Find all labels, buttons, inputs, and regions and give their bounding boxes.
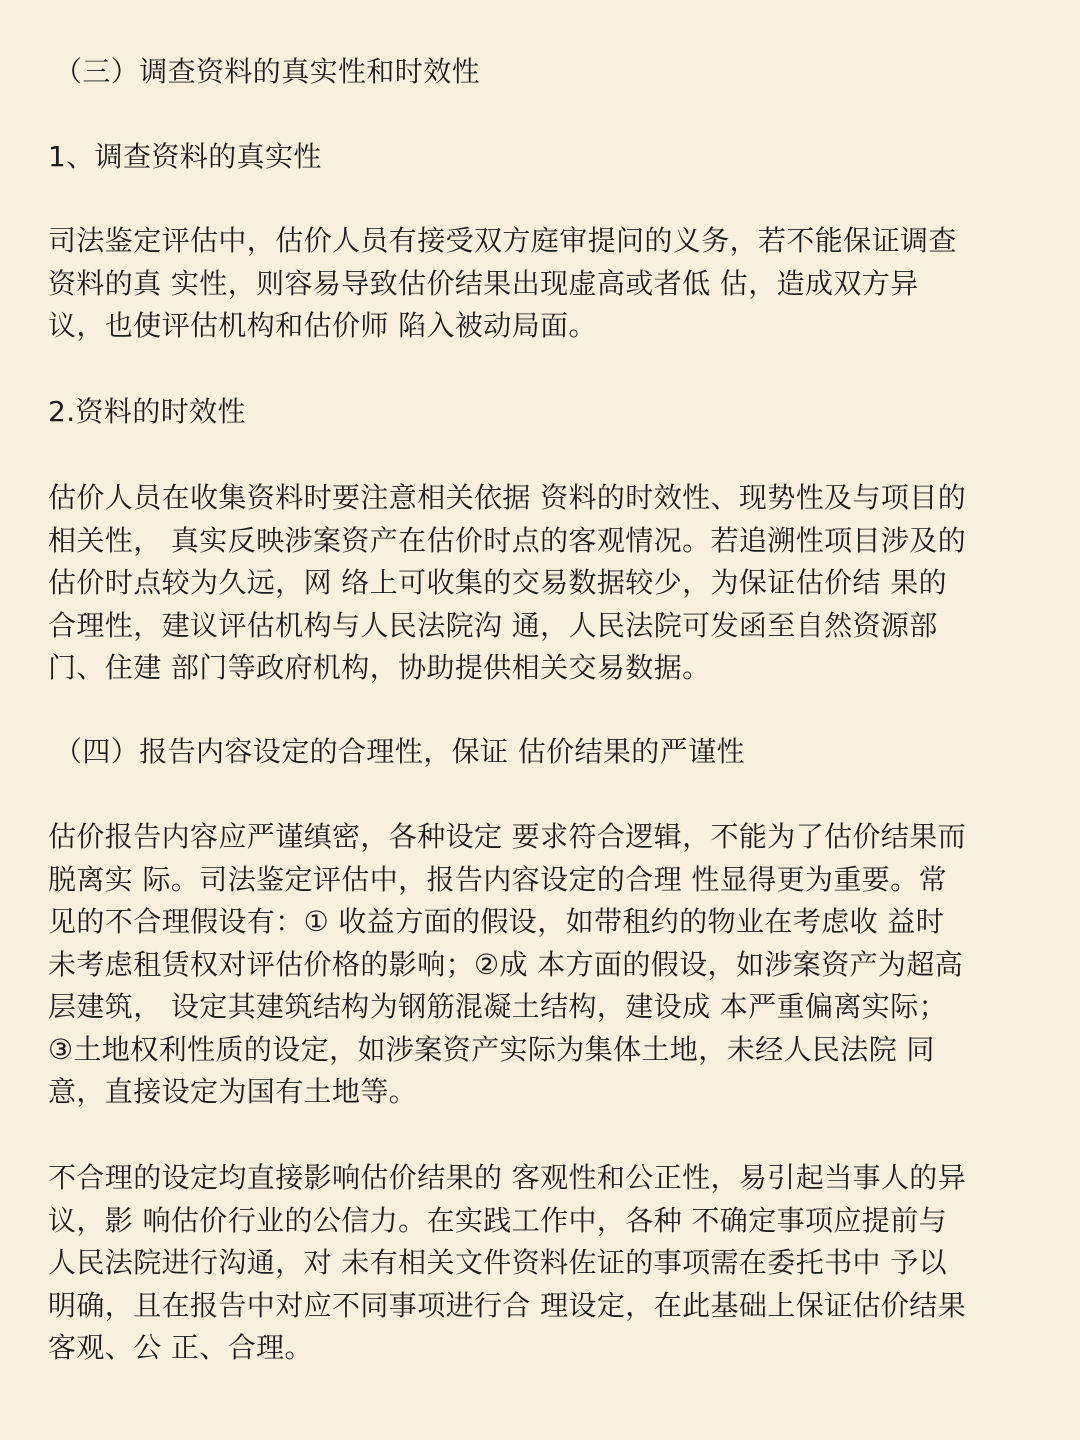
paragraph-line: 见的不合理假设有：① 收益方面的假设，如带租约的物业在考虑收 益时 [48, 905, 945, 938]
paragraph-line: 门、住建 部门等政府机构，协助提供相关交易数据。 [48, 651, 711, 684]
paragraph-line: 意，直接设定为国有土地等。 [48, 1075, 418, 1108]
paragraph-line: 估价报告内容应严谨缜密，各种设定 要求符合逻辑，不能为了估价结果而 [48, 820, 967, 853]
paragraph-line: 脱离实 际。司法鉴定评估中，报告内容设定的合理 性显得更为重要。常 [48, 862, 948, 896]
paragraph-line: 客观、公 正、合理。 [48, 1331, 313, 1364]
paragraph-line: 估价时点较为久远，网 络上可收集的交易数据较少，为保证估价结 果的 [48, 566, 948, 599]
subheading-authenticity: 1、调查资料的真实性 [48, 140, 322, 173]
paragraph-line: 议，也使评估机构和估价师 陷入被动局面。 [48, 309, 597, 342]
paragraph-line: 未考虑租赁权对评估价格的影响；②成 本方面的假设，如涉案资产为超高 [48, 947, 964, 981]
paragraph-line: 司法鉴定评估中，估价人员有接受双方庭审提问的义务，若不能保证调查 [48, 224, 957, 257]
paragraph-line: 人民法院进行沟通，对 未有相关文件资料佐证的事项需在委托书中 予以 [48, 1246, 948, 1279]
section-heading-three: （三）调查资料的真实性和时效性 [54, 55, 481, 88]
paragraph-line: 相关性， 真实反映涉案资产在估价时点的客观情况。若追溯性项目涉及的 [48, 523, 967, 557]
paragraph-line: ③土地权利性质的设定，如涉案资产实际为集体土地，未经人民法院 同 [48, 1032, 935, 1066]
paragraph-line: 资料的真 实性，则容易导致估价结果出现虚高或者低 估，造成双方异 [48, 266, 919, 300]
subheading-timeliness: 2.资料的时效性 [48, 395, 246, 428]
paragraph-unreasonable-settings [48, 1157, 1038, 1370]
paragraph-line: 不合理的设定均直接影响估价结果的 客观性和公正性，易引起当事人的异 [48, 1161, 967, 1194]
paragraph-timeliness [48, 477, 1038, 690]
section-heading-four: （四）报告内容设定的合理性，保证 估价结果的严谨性 [54, 735, 745, 768]
paragraph-line: 明确，且在报告中对应不同事项进行合 理设定，在此基础上保证估价结果 [48, 1288, 967, 1322]
paragraph-line: 层建筑， 设定其建筑结构为钢筋混凝土结构，建设成 本严重偏离实际； [48, 990, 948, 1023]
paragraph-line: 合理性，建议评估机构与人民法院沟 通，人民法院可发函至自然资源部 [48, 608, 938, 642]
paragraph-report-settings [48, 816, 1038, 1114]
paragraph-authenticity [48, 220, 1038, 348]
paragraph-line: 议，影 响估价行业的公信力。在实践工作中，各种 不确定事项应提前与 [48, 1203, 948, 1237]
paragraph-line: 估价人员在收集资料时要注意相关依据 资料的时效性、现势性及与项目的 [48, 481, 967, 514]
